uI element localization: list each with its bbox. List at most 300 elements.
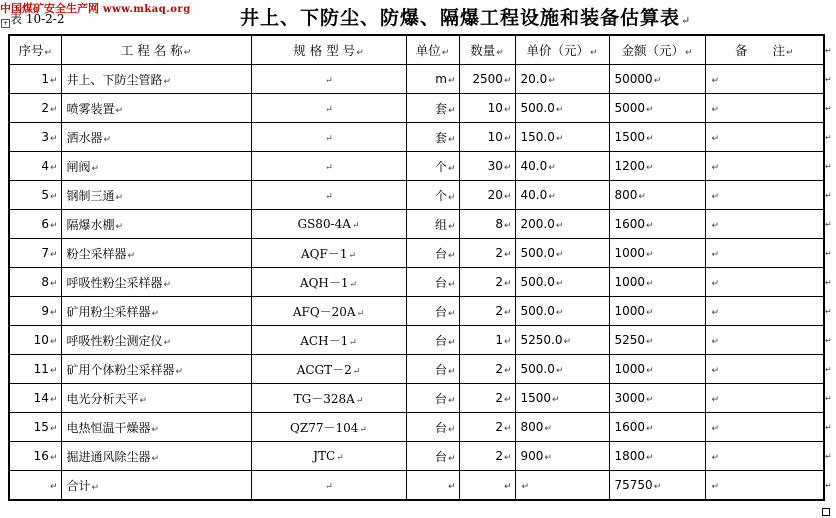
paragraph-mark-icon: ↵ [49, 221, 58, 231]
paragraph-mark-icon: ↵ [348, 250, 356, 261]
cell-remark[interactable] [705, 210, 824, 239]
paragraph-mark-icon: ↵ [351, 221, 360, 231]
paragraph-mark-icon: ↵ [646, 279, 654, 289]
cell-qty[interactable] [459, 94, 515, 123]
paragraph-mark-icon: ↵ [555, 221, 564, 231]
paragraph-mark-icon: ↵ [555, 134, 564, 144]
paragraph-mark-icon: ↵ [447, 163, 456, 174]
unit-value: 台 [434, 304, 447, 319]
qty-value: 8 [495, 217, 503, 231]
cell-amount[interactable] [609, 384, 705, 413]
cell-qty[interactable] [459, 355, 515, 384]
paragraph-mark-icon: ↵ [711, 395, 720, 405]
seq-value: 16 [33, 449, 49, 463]
paragraph-mark-icon: ↵ [163, 76, 172, 87]
cell-unit[interactable] [406, 326, 459, 355]
paragraph-mark-icon: ↵ [711, 134, 720, 144]
cell-remark[interactable] [705, 326, 824, 355]
qty-value: 2 [495, 304, 503, 318]
unit-value: 个 [434, 159, 447, 174]
cell-unit[interactable] [406, 65, 459, 94]
row-end-mark-icon: ↵ [825, 75, 832, 84]
table-row [9, 65, 824, 94]
unit-value: 台 [434, 333, 447, 348]
cell-spec[interactable] [251, 384, 406, 413]
cell-name[interactable] [61, 210, 251, 239]
estimate-table [8, 34, 825, 501]
paragraph-mark-icon: ↵ [646, 337, 654, 347]
cell-name[interactable] [61, 297, 251, 326]
cell-seq[interactable] [9, 94, 61, 123]
paragraph-mark-icon: ↵ [325, 482, 333, 492]
cell-seq[interactable] [9, 384, 61, 413]
paragraph-mark-icon: ↵ [503, 76, 512, 86]
paragraph-mark-icon: ↵ [711, 163, 720, 173]
paragraph-mark-icon: ↵ [91, 482, 100, 493]
paragraph-mark-icon: ↵ [447, 453, 456, 464]
paragraph-mark-icon: ↵ [447, 395, 456, 406]
paragraph-mark-icon: ↵ [711, 192, 720, 202]
paragraph-mark-icon: ↵ [355, 395, 364, 406]
amount-value: 75750 [614, 478, 653, 492]
cell-seq[interactable] [9, 355, 61, 384]
qty-value: 2 [495, 449, 503, 463]
cell-name[interactable] [61, 94, 251, 123]
paragraph-mark-icon: ↵ [103, 134, 112, 145]
paragraph-mark-icon: ↵ [503, 279, 512, 289]
cell-unit[interactable] [406, 239, 459, 268]
table-row [9, 355, 824, 384]
qty-value: 2 [495, 420, 503, 434]
cell-amount[interactable] [609, 239, 705, 268]
paragraph-mark-icon: ↵ [447, 76, 456, 86]
paragraph-mark-icon: ↵ [646, 366, 654, 376]
paragraph-mark-icon: ↵ [503, 134, 512, 144]
cell-amount[interactable] [609, 94, 705, 123]
paragraph-mark-icon: ↵ [175, 366, 184, 377]
cell-spec[interactable] [251, 297, 406, 326]
cell-seq[interactable] [9, 210, 61, 239]
cell-remark[interactable] [705, 471, 824, 501]
paragraph-mark-icon: ↵ [653, 76, 662, 86]
row-end-mark-icon: ↵ [825, 394, 832, 403]
table-row [9, 239, 824, 268]
cell-name[interactable] [61, 181, 251, 210]
cell-unit[interactable] [406, 442, 459, 471]
cell-remark[interactable] [705, 123, 824, 152]
name-value: 矿用粉尘采样器 [66, 304, 151, 319]
cell-unit[interactable] [406, 297, 459, 326]
cell-spec[interactable] [251, 123, 406, 152]
cell-remark[interactable] [705, 297, 824, 326]
cell-seq[interactable] [9, 326, 61, 355]
cell-qty[interactable] [459, 239, 515, 268]
cell-price[interactable] [515, 471, 609, 501]
row-end-mark-icon: ↵ [825, 307, 832, 316]
paragraph-mark-icon: ↵ [711, 308, 720, 318]
cell-seq[interactable] [9, 123, 61, 152]
row-end-mark-icon: ↵ [825, 133, 832, 142]
row-end-mark-icon: ↵ [825, 220, 832, 229]
paragraph-mark-icon: ↵ [503, 395, 512, 405]
cell-price[interactable] [515, 239, 609, 268]
qty-value: 2 [495, 246, 503, 260]
cell-seq[interactable] [9, 442, 61, 471]
name-value: 钢制三通 [66, 188, 115, 203]
row-end-mark-icon: ↵ [825, 162, 832, 171]
cell-price[interactable] [515, 355, 609, 384]
cell-spec[interactable] [251, 210, 406, 239]
cell-name[interactable] [61, 413, 251, 442]
unit-value: 台 [434, 275, 447, 290]
amount-value: 5000 [614, 101, 646, 115]
paragraph-mark-icon: ↵ [711, 105, 720, 115]
table-row [9, 94, 824, 123]
amount-value: 800 [614, 188, 638, 202]
name-value: 呼吸性粉尘测定仪 [66, 333, 163, 348]
header-seq[interactable]: 序号↵ [9, 35, 61, 65]
seq-value: 7 [41, 246, 49, 260]
cell-unit[interactable] [406, 123, 459, 152]
paragraph-mark-icon: ↵ [503, 192, 512, 202]
header-name[interactable]: 工 程 名 称↵ [61, 35, 251, 65]
name-value: 电热恒温干燥器 [66, 420, 151, 435]
cell-seq[interactable] [9, 65, 61, 94]
cell-qty[interactable] [459, 152, 515, 181]
paragraph-mark-icon: ↵ [352, 366, 361, 377]
table-number-label: 表 10-2-2 [10, 12, 65, 26]
header-qty[interactable]: 数量↵ [459, 35, 515, 65]
cell-unit[interactable] [406, 181, 459, 210]
row-end-mark-icon: ↵ [825, 278, 832, 287]
row-end-mark-icon: ↵ [825, 104, 832, 113]
price-value: 1500 [520, 391, 552, 405]
watermark-site-name: 中国煤矿安全生产网 [0, 2, 99, 15]
cell-unit[interactable] [406, 471, 459, 501]
cell-remark[interactable] [705, 65, 824, 94]
paragraph-mark-icon: ↵ [447, 424, 456, 435]
paragraph-mark-icon: ↵ [646, 250, 654, 260]
spec-value: AQH－1 [299, 275, 349, 290]
amount-value: 5250 [614, 333, 646, 347]
paragraph-mark-icon: ↵ [151, 453, 160, 464]
cell-name[interactable] [61, 239, 251, 268]
paragraph-mark-icon: ↵ [681, 14, 692, 27]
paragraph-mark-icon: ↵ [49, 279, 58, 289]
cell-qty[interactable] [459, 413, 515, 442]
paragraph-mark-icon: ↵ [325, 163, 333, 173]
paragraph-mark-icon: ↵ [163, 337, 172, 348]
amount-value: 1000 [614, 362, 646, 376]
cell-price[interactable] [515, 413, 609, 442]
spec-value: GS80-4A [297, 217, 351, 231]
paragraph-mark-icon: ↵ [711, 366, 720, 376]
cell-name[interactable] [61, 268, 251, 297]
name-value: 喷雾装置 [66, 101, 115, 116]
paragraph-mark-icon: ↵ [503, 105, 512, 115]
total-row [9, 471, 824, 501]
cell-price[interactable] [515, 181, 609, 210]
cell-price[interactable] [515, 384, 609, 413]
price-value: 20.0 [520, 72, 548, 86]
cell-amount[interactable] [609, 181, 705, 210]
cell-seq[interactable] [9, 152, 61, 181]
paragraph-mark-icon: ↵ [548, 192, 556, 202]
paragraph-mark-icon: ↵ [349, 337, 357, 348]
paragraph-mark-icon: ↵ [447, 482, 456, 492]
paragraph-mark-icon: ↵ [49, 482, 58, 492]
cell-seq[interactable] [9, 297, 61, 326]
cell-seq[interactable] [9, 239, 61, 268]
cell-spec[interactable] [251, 471, 406, 501]
spec-value: AQF－1 [300, 246, 348, 261]
cell-seq[interactable] [9, 268, 61, 297]
name-value: 闸阀 [66, 159, 91, 174]
cell-remark[interactable] [705, 239, 824, 268]
paragraph-mark-icon: ↵ [49, 453, 58, 463]
cell-price[interactable] [515, 152, 609, 181]
cell-seq[interactable] [9, 471, 61, 501]
paragraph-mark-icon: ↵ [503, 424, 512, 434]
paragraph-mark-icon: ↵ [447, 337, 456, 348]
price-value: 200.0 [520, 217, 555, 231]
price-value: 150.0 [520, 130, 555, 144]
cell-qty[interactable] [459, 297, 515, 326]
table-row [9, 442, 824, 471]
cell-name[interactable] [61, 442, 251, 471]
paragraph-mark-icon: ↵ [49, 163, 58, 173]
paragraph-mark-icon: ↵ [49, 134, 58, 144]
cell-remark[interactable] [705, 152, 824, 181]
seq-value: 4 [41, 159, 49, 173]
paragraph-mark-icon: ↵ [336, 453, 344, 463]
table-row [9, 384, 824, 413]
cell-unit[interactable] [406, 413, 459, 442]
paragraph-mark-icon: ↵ [555, 250, 564, 260]
paragraph-mark-icon: ↵ [646, 424, 654, 434]
price-value: 500.0 [520, 275, 555, 289]
table-row [9, 268, 824, 297]
paragraph-mark-icon: ↵ [711, 337, 720, 347]
price-value: 500.0 [520, 246, 555, 260]
paragraph-mark-icon: ↵ [503, 482, 512, 492]
cell-price[interactable] [515, 297, 609, 326]
cell-amount[interactable] [609, 326, 705, 355]
header-unit[interactable]: 单位↵ [406, 35, 459, 65]
cell-spec[interactable] [251, 442, 406, 471]
cell-spec[interactable] [251, 326, 406, 355]
cell-qty[interactable] [459, 326, 515, 355]
amount-value: 1200 [614, 159, 646, 173]
paragraph-mark-icon: ↵ [548, 163, 556, 173]
paragraph-mark-icon: ↵ [646, 221, 654, 231]
seq-value: 10 [33, 333, 49, 347]
cell-name[interactable] [61, 123, 251, 152]
cell-amount[interactable] [609, 355, 705, 384]
paragraph-mark-icon: ↵ [503, 366, 512, 376]
cell-spec[interactable] [251, 94, 406, 123]
cell-remark[interactable] [705, 181, 824, 210]
cell-name[interactable] [61, 471, 251, 501]
amount-value: 1600 [614, 420, 646, 434]
cell-qty[interactable] [459, 181, 515, 210]
row-end-mark-icon: ↵ [825, 336, 832, 345]
paragraph-mark-icon: ↵ [49, 366, 58, 376]
qty-value: 30 [487, 159, 503, 173]
cell-spec[interactable] [251, 355, 406, 384]
table-resize-handle[interactable] [822, 508, 830, 516]
paragraph-mark-icon: ↵ [711, 453, 720, 463]
qty-value: 10 [487, 101, 503, 115]
paragraph-mark-icon: ↵ [447, 192, 456, 203]
row-end-mark-icon: ↵ [825, 452, 832, 461]
name-value: 洒水器 [66, 130, 103, 145]
price-value: 5250.0 [520, 333, 563, 347]
table-row [9, 326, 824, 355]
cell-qty[interactable] [459, 65, 515, 94]
paragraph-mark-icon: ↵ [163, 279, 172, 290]
paragraph-mark-icon: ↵ [552, 395, 560, 405]
cell-price[interactable] [515, 268, 609, 297]
paragraph-mark-icon: ↵ [447, 308, 456, 319]
seq-value: 2 [41, 101, 49, 115]
unit-value: 台 [434, 362, 447, 377]
cell-remark[interactable] [705, 355, 824, 384]
paragraph-mark-icon: ↵ [503, 337, 512, 347]
cell-amount[interactable] [609, 413, 705, 442]
paragraph-mark-icon: ↵ [447, 134, 456, 145]
cell-remark[interactable] [705, 442, 824, 471]
amount-value: 1600 [614, 217, 646, 231]
cell-price[interactable] [515, 210, 609, 239]
cell-seq[interactable] [9, 181, 61, 210]
name-value: 合计 [66, 478, 91, 493]
row-end-marks [825, 40, 833, 510]
cell-amount[interactable] [609, 123, 705, 152]
cell-name[interactable] [61, 384, 251, 413]
amount-value: 1500 [614, 130, 646, 144]
cell-qty[interactable] [459, 442, 515, 471]
name-value: 电光分析天平 [66, 391, 139, 406]
paragraph-mark-icon: ↵ [447, 221, 456, 232]
price-value: 500.0 [520, 304, 555, 318]
paragraph-mark-icon: ↵ [563, 337, 572, 347]
cell-price[interactable] [515, 326, 609, 355]
amount-value: 3000 [614, 391, 646, 405]
unit-value: m [435, 72, 447, 86]
paragraph-mark-icon: ↵ [49, 105, 58, 115]
name-value: 矿用个体粉尘采样器 [66, 362, 175, 377]
cell-name[interactable] [61, 152, 251, 181]
cell-amount[interactable] [609, 442, 705, 471]
cell-spec[interactable] [251, 181, 406, 210]
cell-spec[interactable] [251, 268, 406, 297]
cell-remark[interactable] [705, 94, 824, 123]
cell-remark[interactable] [705, 384, 824, 413]
cell-amount[interactable] [609, 152, 705, 181]
paragraph-mark-icon: ↵ [325, 192, 333, 202]
paragraph-mark-icon: ↵ [711, 424, 720, 434]
cell-qty[interactable] [459, 123, 515, 152]
paragraph-mark-icon: ↵ [49, 395, 58, 405]
cell-name[interactable] [61, 355, 251, 384]
cell-price[interactable] [515, 65, 609, 94]
row-end-mark-icon: ↵ [825, 249, 832, 258]
cell-amount[interactable] [609, 268, 705, 297]
cell-spec[interactable] [251, 413, 406, 442]
header-remark[interactable]: 备 注↵ [705, 35, 824, 65]
unit-value: 台 [434, 420, 447, 435]
table-row [9, 413, 824, 442]
cell-price[interactable] [515, 442, 609, 471]
cell-amount[interactable] [609, 471, 705, 501]
unit-value: 台 [434, 449, 447, 464]
cell-unit[interactable] [406, 94, 459, 123]
paragraph-mark-icon: ↵ [555, 105, 564, 115]
cell-amount[interactable] [609, 210, 705, 239]
cell-spec[interactable] [251, 152, 406, 181]
cell-qty[interactable] [459, 268, 515, 297]
paragraph-mark-icon: ↵ [349, 279, 358, 290]
paragraph-mark-icon: ↵ [653, 482, 662, 492]
paragraph-mark-icon: ↵ [555, 366, 564, 376]
cell-amount[interactable] [609, 65, 705, 94]
table-row [9, 210, 824, 239]
spec-value: JTC [313, 449, 336, 463]
amount-value: 1000 [614, 304, 646, 318]
cell-name[interactable] [61, 65, 251, 94]
paragraph-mark-icon: ↵ [503, 308, 512, 318]
cell-price[interactable] [515, 123, 609, 152]
paragraph-mark-icon: ↵ [91, 163, 100, 174]
price-value: 40.0 [520, 159, 548, 173]
paragraph-mark-icon: ↵ [115, 221, 124, 232]
cell-spec[interactable] [251, 65, 406, 94]
cell-seq[interactable] [9, 413, 61, 442]
table-row [9, 181, 824, 210]
cell-amount[interactable] [609, 297, 705, 326]
cell-qty[interactable] [459, 210, 515, 239]
cell-unit[interactable] [406, 268, 459, 297]
spec-value: ACH－1 [300, 333, 349, 348]
cell-spec[interactable] [251, 239, 406, 268]
cell-remark[interactable] [705, 268, 824, 297]
cell-unit[interactable] [406, 355, 459, 384]
paragraph-mark-icon: ↵ [638, 192, 646, 202]
header-price[interactable]: 单价（元）↵ [515, 35, 609, 65]
paragraph-mark-icon: ↵ [711, 279, 720, 289]
cell-unit[interactable] [406, 152, 459, 181]
price-value: 900 [520, 449, 544, 463]
table-anchor-icon[interactable]: + [2, 20, 9, 27]
cell-name[interactable] [61, 326, 251, 355]
cell-remark[interactable] [705, 413, 824, 442]
header-spec[interactable]: 规 格 型 号↵ [251, 35, 406, 65]
cell-price[interactable] [515, 94, 609, 123]
amount-value: 50000 [614, 72, 653, 86]
paragraph-mark-icon: ↵ [544, 424, 552, 434]
cell-unit[interactable] [406, 384, 459, 413]
cell-unit[interactable] [406, 210, 459, 239]
qty-value: 2 [495, 275, 503, 289]
spec-value: TG－328A [293, 391, 355, 406]
cell-qty[interactable] [459, 384, 515, 413]
paragraph-mark-icon: ↵ [49, 76, 58, 86]
paragraph-mark-icon: ↵ [711, 482, 720, 492]
header-amount[interactable]: 金额（元）↵ [609, 35, 705, 65]
cell-qty[interactable] [459, 471, 515, 501]
qty-value: 1 [495, 333, 503, 347]
